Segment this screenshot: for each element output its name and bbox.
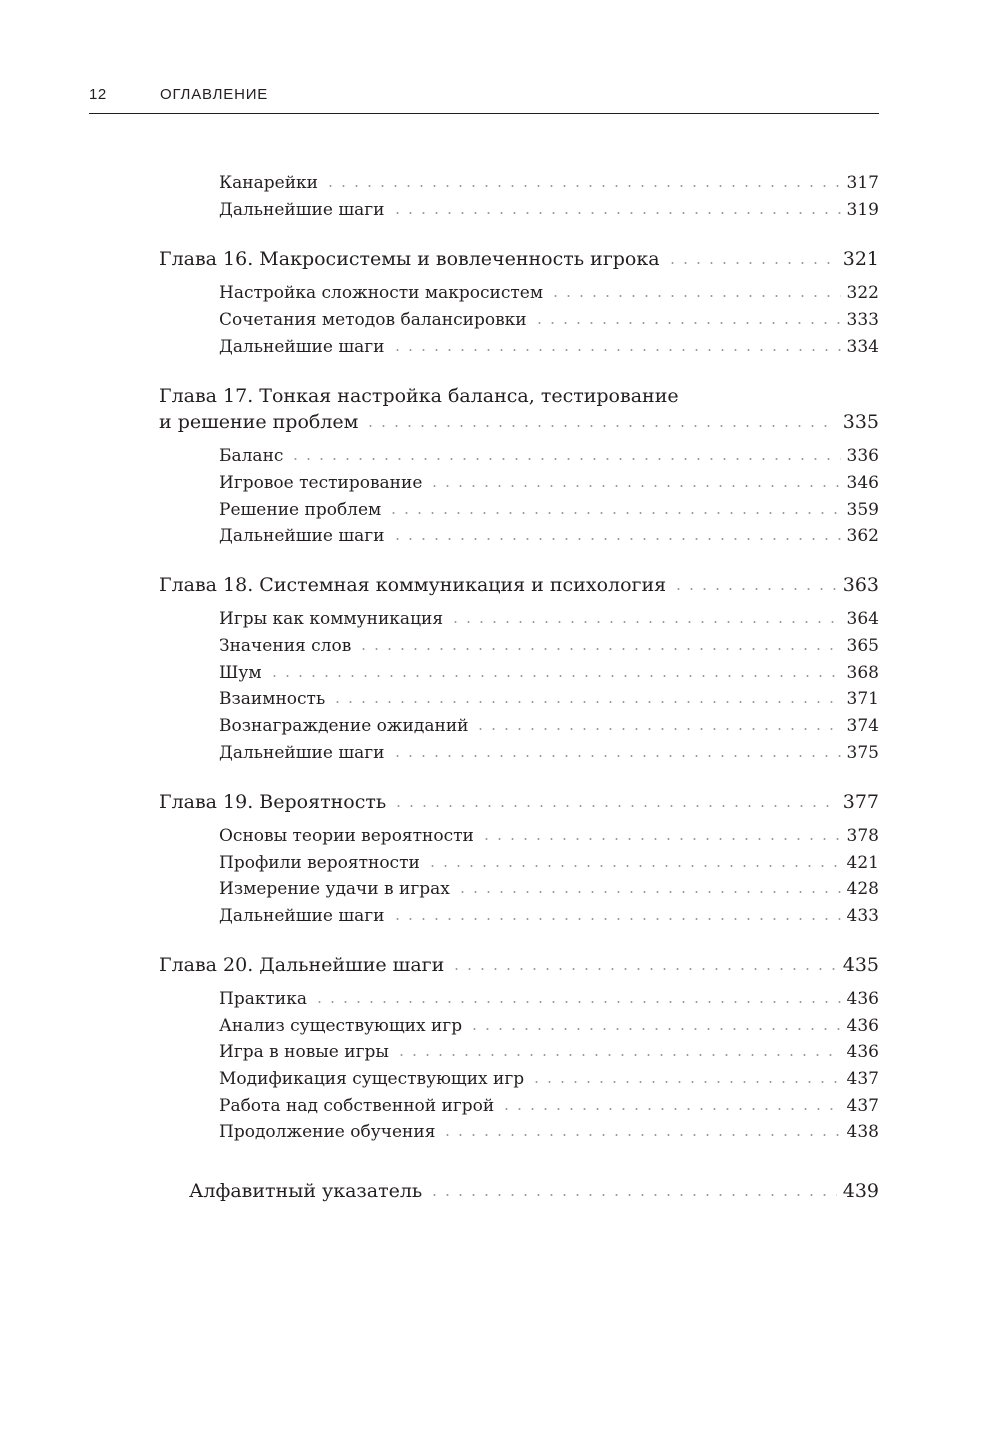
dot-leader [549,295,840,297]
toc-entry-page: 334 [846,337,879,357]
toc-entry-title: Игры как коммуникация [219,609,444,629]
toc-entry-page: 346 [846,473,879,493]
chapter-page: 435 [842,954,879,976]
toc-entry[interactable] [219,989,879,1009]
chapter-title: Глава 16. Макросистемы и вовлеченность игрока [159,248,660,270]
dot-leader [449,621,840,623]
toc-entry-title: Дальнейшие шаги [219,906,385,926]
toc-entry-title: Дальнейшие шаги [219,200,385,220]
header-rule [89,113,879,114]
toc-entry-page: 438 [846,1122,879,1142]
toc-entry-title: Анализ существующих игр [219,1016,463,1036]
chapter-page: 363 [842,574,879,596]
dot-leader [426,865,841,867]
toc-entry-page: 365 [846,636,879,656]
toc-entry-title: Основы теории вероятности [219,826,474,846]
toc-entry[interactable] [219,1122,879,1142]
toc-entry[interactable] [219,689,879,709]
toc-entry-page: 436 [846,1042,879,1062]
toc-entry[interactable] [219,1042,879,1062]
toc-entry-page: 333 [846,310,879,330]
running-head [89,84,879,114]
toc-entry-title: Измерение удачи в играх [219,879,450,899]
toc-entry-title: Продолжение обучения [219,1122,436,1142]
toc-entry[interactable] [219,337,879,357]
dot-leader [391,755,841,757]
toc-entry[interactable] [219,716,879,736]
chapter-title-line2: и решение проблем [159,411,359,433]
toc-entry-title: Модификация существующих игр [219,1069,525,1089]
toc-entry-title: Дальнейшие шаги [219,743,385,763]
chapter-title: Глава 20. Дальнейшие шаги [159,954,445,976]
dot-leader [357,648,840,650]
toc-entry-page: 374 [846,716,879,736]
toc-entry-title: Дальнейшие шаги [219,526,385,546]
dot-leader [391,918,841,920]
chapter-page: 377 [842,791,879,813]
dot-leader [289,458,840,460]
dot-leader [428,485,840,487]
toc-entry[interactable] [219,310,879,330]
toc-entry-page: 437 [846,1069,879,1089]
toc-entry[interactable] [219,1096,879,1116]
toc-chapter-20[interactable] [159,954,879,976]
chapter-title: Глава 18. Системная коммуникация и психология [159,574,667,596]
toc-entry[interactable] [219,663,879,683]
toc-entry-title: Решение проблем [219,500,382,520]
toc-entry[interactable] [219,526,879,546]
toc-chapter-18[interactable] [159,574,879,596]
dot-leader [391,349,841,351]
header-page-number: 12 [89,86,107,103]
toc-entry-title: Канарейки [219,173,318,193]
toc-entry-title: Игровое тестирование [219,473,423,493]
toc-entry-page: 371 [846,689,879,709]
chapter-page: 321 [842,248,879,270]
dot-leader [268,675,841,677]
index-page: 439 [842,1180,879,1202]
toc-entry-title: Профили вероятности [219,853,420,873]
dot-leader [474,728,840,730]
toc-entry-title: Работа над собственной игрой [219,1096,495,1116]
header-section-title: ОГЛАВЛЕНИЕ [160,86,269,103]
toc-entry[interactable] [219,853,879,873]
toc-entry-title: Сочетания методов балансировки [219,310,527,330]
toc-entry[interactable] [219,1069,879,1089]
toc-entry-page: 436 [846,989,879,1009]
dot-leader [331,701,840,703]
dot-leader [666,262,837,264]
toc-entry-page: 319 [846,200,879,220]
toc-entry[interactable] [219,473,879,493]
toc-entry[interactable] [219,609,879,629]
toc-entry-title: Значения слов [219,636,352,656]
toc-entry-title: Дальнейшие шаги [219,337,385,357]
dot-leader [391,212,841,214]
toc-entry-page: 336 [846,446,879,466]
toc-entry-title: Настройка сложности макросистем [219,283,544,303]
toc-entry-page: 317 [846,173,879,193]
dot-leader [456,891,841,893]
chapter-title: Глава 19. Вероятность [159,791,387,813]
toc-entry-title: Шум [219,663,262,683]
toc-entry-page: 428 [846,879,879,899]
dot-leader [364,425,836,427]
toc-entry[interactable] [219,636,879,656]
dot-leader [480,838,841,840]
toc-entry-page: 421 [846,853,879,873]
toc-entry[interactable] [219,879,879,899]
dot-leader [313,1001,841,1003]
dot-leader [672,588,837,590]
dot-leader [468,1028,840,1030]
dot-leader [391,538,841,540]
dot-leader [450,968,836,970]
dot-leader [324,185,841,187]
dot-leader [392,805,837,807]
toc-entry-title: Баланс [219,446,284,466]
chapter-title-line1[interactable]: Глава 17. Тонкая настройка баланса, тестирование [159,385,679,407]
toc-chapter-19[interactable] [159,791,879,813]
toc-entry-title: Вознаграждение ожиданий [219,716,469,736]
toc-chapter-17[interactable] [159,411,879,433]
toc-entry-page: 437 [846,1096,879,1116]
toc-chapter-16[interactable] [159,248,879,270]
toc-entry-page: 322 [846,283,879,303]
toc-entry-page: 364 [846,609,879,629]
toc-entry[interactable] [219,743,879,763]
toc-entry[interactable] [219,1016,879,1036]
toc-entry[interactable] [219,500,879,520]
dot-leader [428,1194,836,1196]
toc-entry-title: Практика [219,989,307,1009]
toc-entry-page: 368 [846,663,879,683]
dot-leader [387,512,840,514]
chapter-page: 335 [842,411,879,433]
toc-entry[interactable] [219,906,879,926]
toc-entry-title: Игра в новые игры [219,1042,389,1062]
toc-entry-page: 436 [846,1016,879,1036]
dot-leader [500,1108,840,1110]
toc-entry-page: 433 [846,906,879,926]
toc-entry-page: 378 [846,826,879,846]
toc-entry-page: 375 [846,743,879,763]
toc-entry[interactable] [219,173,879,193]
dot-leader [533,322,841,324]
toc-index[interactable] [189,1180,879,1202]
toc-entry[interactable] [219,826,879,846]
toc-entry-title: Взаимность [219,689,326,709]
dot-leader [395,1054,841,1056]
toc-entry[interactable] [219,446,879,466]
toc-entry[interactable] [219,200,879,220]
toc-entry-page: 359 [846,500,879,520]
dot-leader [441,1134,840,1136]
index-title: Алфавитный указатель [189,1180,423,1202]
toc-entry-page: 362 [846,526,879,546]
toc-entry[interactable] [219,283,879,303]
dot-leader [530,1081,840,1083]
